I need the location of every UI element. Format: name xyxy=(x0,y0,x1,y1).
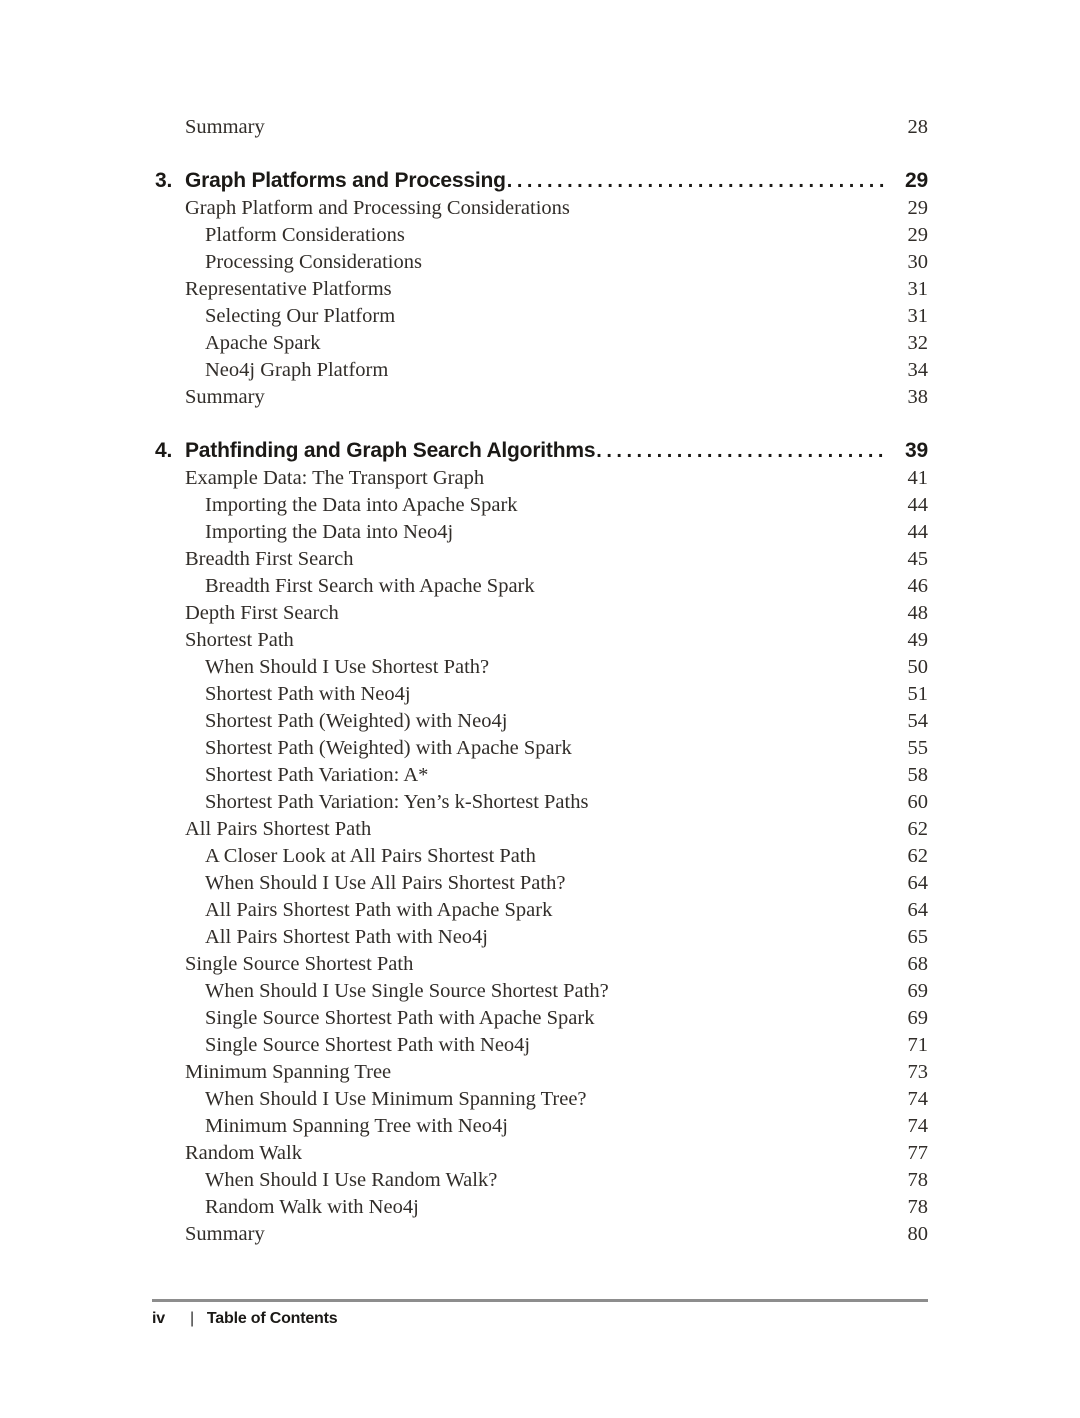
toc-entry-label: Minimum Spanning Tree xyxy=(185,1061,392,1083)
toc-entry-label: When Should I Use Single Source Shortest Path? xyxy=(205,980,609,1002)
toc-entry-page-number: 74 xyxy=(907,1115,928,1137)
toc-entry-page-number: 60 xyxy=(907,791,928,813)
toc-entry-page-number: 34 xyxy=(907,359,928,381)
toc-entry-label: Shortest Path xyxy=(185,629,294,651)
toc-entry-label: Graph Platform and Processing Considerations xyxy=(185,197,570,219)
toc-entry xyxy=(155,627,928,654)
toc-entry xyxy=(155,357,928,384)
dot-leader xyxy=(596,437,886,465)
toc-entry-page-number: 48 xyxy=(907,602,928,624)
toc-entry-page-number: 73 xyxy=(907,1061,928,1083)
toc-entry xyxy=(155,897,928,924)
toc-entry-page-number: 74 xyxy=(907,1088,928,1110)
toc-entry-label: Example Data: The Transport Graph xyxy=(185,467,485,489)
toc-entry-page-number: 44 xyxy=(907,494,928,516)
toc-entry-label: Selecting Our Platform xyxy=(205,305,396,327)
toc-entry xyxy=(155,951,928,978)
toc-entry xyxy=(155,978,928,1005)
toc-chapter-heading xyxy=(155,437,928,465)
toc-entry-label: Summary xyxy=(185,1223,265,1245)
toc-entry xyxy=(155,789,928,816)
toc-entry-page-number: 51 xyxy=(907,683,928,705)
toc-entry-page-number: 28 xyxy=(907,116,928,138)
toc-entry-label: Representative Platforms xyxy=(185,278,392,300)
toc-entry xyxy=(155,1140,928,1167)
toc-entry-page-number: 62 xyxy=(907,818,928,840)
toc-entry-page-number: 80 xyxy=(907,1223,928,1245)
toc-entry-label: When Should I Use Random Walk? xyxy=(205,1169,498,1191)
toc-entry-label: Neo4j Graph Platform xyxy=(205,359,389,381)
toc-entry-page-number: 64 xyxy=(907,899,928,921)
toc-entry-page-number: 49 xyxy=(907,629,928,651)
toc-entry-label: All Pairs Shortest Path with Apache Spark xyxy=(205,899,553,921)
toc-entry xyxy=(155,708,928,735)
toc-entry-label: Random Walk with Neo4j xyxy=(205,1196,419,1218)
toc-entry-page-number: 54 xyxy=(907,710,928,732)
toc-entry xyxy=(155,249,928,276)
toc-entry-page-number: 41 xyxy=(907,467,928,489)
toc-entry xyxy=(155,330,928,357)
toc-entry-label: Single Source Shortest Path with Neo4j xyxy=(205,1034,531,1056)
toc-entry-page-number: 68 xyxy=(907,953,928,975)
toc-entry xyxy=(155,762,928,789)
toc-entry-page-number: 78 xyxy=(907,1196,928,1218)
toc-entry-page-number: 46 xyxy=(907,575,928,597)
toc-chapter-title: Pathfinding and Graph Search Algorithms xyxy=(185,439,596,462)
page-footer xyxy=(152,1299,928,1328)
toc-entry-label: Shortest Path Variation: A* xyxy=(205,764,429,786)
toc-entry xyxy=(155,1086,928,1113)
toc-entry xyxy=(155,654,928,681)
toc-entry-page-number: 32 xyxy=(907,332,928,354)
toc-entry-label: Shortest Path (Weighted) with Neo4j xyxy=(205,710,508,732)
toc-entry xyxy=(155,303,928,330)
toc-entry xyxy=(155,1221,928,1248)
toc-entry-label: Importing the Data into Apache Spark xyxy=(205,494,518,516)
toc-chapter-number: 4. xyxy=(155,439,173,462)
toc-chapter-page-number: 29 xyxy=(905,169,928,192)
toc-entry xyxy=(155,681,928,708)
toc-entry-label: A Closer Look at All Pairs Shortest Path xyxy=(205,845,536,867)
toc-entry xyxy=(155,924,928,951)
toc-entry-label: All Pairs Shortest Path with Neo4j xyxy=(205,926,489,948)
toc-chapter-number: 3. xyxy=(155,169,173,192)
toc-entry-label: Processing Considerations xyxy=(205,251,422,273)
toc-entry-page-number: 58 xyxy=(907,764,928,786)
toc-chapter-title: Graph Platforms and Processing xyxy=(185,169,506,192)
toc-entry-page-number: 50 xyxy=(907,656,928,678)
toc-entry xyxy=(155,1032,928,1059)
toc-entry-page-number: 31 xyxy=(907,305,928,327)
toc-entry xyxy=(155,600,928,627)
toc-entry-label: Depth First Search xyxy=(185,602,339,624)
toc-entry-page-number: 31 xyxy=(907,278,928,300)
toc-entry xyxy=(155,276,928,303)
toc-entry xyxy=(155,222,928,249)
toc-entry xyxy=(155,870,928,897)
toc-entry-label: Shortest Path Variation: Yen’s k-Shortest Paths xyxy=(205,791,589,813)
toc-entry xyxy=(155,843,928,870)
toc-entry-page-number: 77 xyxy=(907,1142,928,1164)
toc-entry-page-number: 29 xyxy=(907,197,928,219)
toc-entry xyxy=(155,384,928,411)
toc-entry-label: When Should I Use Shortest Path? xyxy=(205,656,490,678)
toc-entry xyxy=(155,195,928,222)
toc-entry-label: Summary xyxy=(185,386,265,408)
toc-entry xyxy=(155,1113,928,1140)
toc-entry-page-number: 29 xyxy=(907,224,928,246)
toc-entry-page-number: 44 xyxy=(907,521,928,543)
toc-entry-page-number: 55 xyxy=(907,737,928,759)
toc-entry xyxy=(155,1005,928,1032)
footer-page-number: iv xyxy=(152,1310,165,1327)
toc-entry-label: Breadth First Search with Apache Spark xyxy=(205,575,535,597)
toc-entry-label: Importing the Data into Neo4j xyxy=(205,521,454,543)
toc-entry xyxy=(155,735,928,762)
toc-entry-label: Shortest Path with Neo4j xyxy=(205,683,411,705)
toc-entry xyxy=(155,465,928,492)
toc-entry-label: Minimum Spanning Tree with Neo4j xyxy=(205,1115,508,1137)
toc-entry-page-number: 30 xyxy=(907,251,928,273)
toc-entry-label: When Should I Use Minimum Spanning Tree? xyxy=(205,1088,587,1110)
toc-entry-page-number: 38 xyxy=(907,386,928,408)
toc-entry-label: Breadth First Search xyxy=(185,548,354,570)
toc-entry-label: Random Walk xyxy=(185,1142,302,1164)
toc-entry xyxy=(155,573,928,600)
toc-chapter-page-number: 39 xyxy=(905,439,928,462)
toc-chapter-heading xyxy=(155,167,928,195)
toc-entry xyxy=(155,1167,928,1194)
toc-entry-page-number: 71 xyxy=(907,1034,928,1056)
toc-entry-label: Single Source Shortest Path with Apache Spark xyxy=(205,1007,595,1029)
toc-entry-label: Apache Spark xyxy=(205,332,321,354)
toc-entry xyxy=(155,546,928,573)
toc-entry xyxy=(155,492,928,519)
toc-entry xyxy=(155,519,928,546)
dot-leader xyxy=(507,167,886,195)
footer-section-label: Table of Contents xyxy=(206,1310,338,1327)
toc-entry xyxy=(155,114,928,141)
toc-entry-page-number: 69 xyxy=(907,980,928,1002)
footer-separator: | xyxy=(189,1310,194,1327)
toc-entry xyxy=(155,1059,928,1086)
toc-entry-label: All Pairs Shortest Path xyxy=(185,818,372,840)
toc-entry-label: Summary xyxy=(185,116,265,138)
toc-entry-page-number: 69 xyxy=(907,1007,928,1029)
toc-entry-page-number: 62 xyxy=(907,845,928,867)
toc-entry-label: When Should I Use All Pairs Shortest Path? xyxy=(205,872,566,894)
toc-entry-page-number: 45 xyxy=(907,548,928,570)
toc-entry xyxy=(155,1194,928,1221)
toc-entry-label: Shortest Path (Weighted) with Apache Spark xyxy=(205,737,572,759)
toc-entry-page-number: 64 xyxy=(907,872,928,894)
toc-entry-label: Single Source Shortest Path xyxy=(185,953,414,975)
toc-entry-page-number: 78 xyxy=(907,1169,928,1191)
toc-entry-page-number: 65 xyxy=(907,926,928,948)
toc-entry xyxy=(155,816,928,843)
toc-entry-label: Platform Considerations xyxy=(205,224,405,246)
table-of-contents xyxy=(155,114,928,1248)
